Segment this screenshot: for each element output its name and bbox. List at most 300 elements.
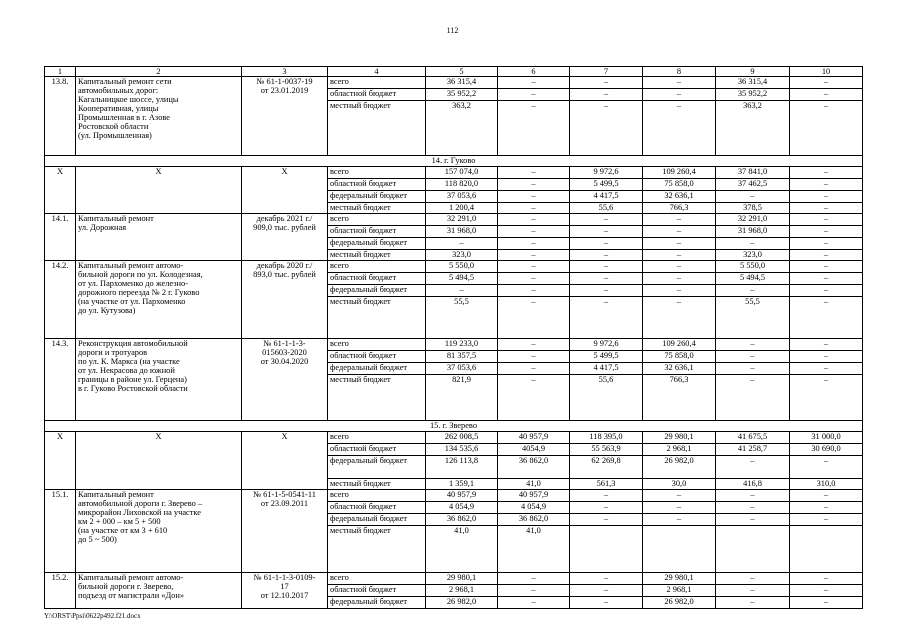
amount-cell: – <box>716 339 790 351</box>
amount-cell: – <box>790 375 863 421</box>
amount-cell: – <box>716 585 790 597</box>
amount-cell: 36 315,4 <box>426 77 498 89</box>
amount-cell: – <box>716 351 790 363</box>
amount-cell: 35 952,2 <box>716 89 790 101</box>
amount-cell: 118 820,0 <box>426 179 498 191</box>
object-name <box>76 261 242 339</box>
object-name-line: Кагальницкое шоссе, улицы <box>78 95 179 104</box>
funding-source: местный бюджет <box>328 526 426 573</box>
amount-cell: 5 499,5 <box>570 179 643 191</box>
column-header: 2 <box>76 67 242 77</box>
amount-cell: – <box>643 285 716 297</box>
amount-cell: 36 315,4 <box>716 77 790 89</box>
table-row <box>45 573 863 585</box>
amount-cell: 36 862,0 <box>426 514 498 526</box>
amount-cell: 109 260,4 <box>643 339 716 351</box>
funding-source: областной бюджет <box>328 226 426 238</box>
amount-cell: – <box>570 238 643 250</box>
amount-cell: 1 200,4 <box>426 203 498 214</box>
amount-cell: 62 269,8 <box>570 456 643 479</box>
amount-cell: 41,0 <box>498 526 570 573</box>
amount-cell: – <box>498 179 570 191</box>
amount-cell: – <box>790 339 863 351</box>
document-ref <box>242 573 328 609</box>
funding-source: областной бюджет <box>328 89 426 101</box>
funding-source: всего <box>328 573 426 585</box>
document-ref-line: от 12.10.2017 <box>260 591 309 600</box>
table-row <box>45 490 863 502</box>
object-name-line: км 2 + 000 – км 5 + 500 <box>78 517 161 526</box>
amount-cell: – <box>716 363 790 375</box>
amount-cell: 766,3 <box>643 375 716 421</box>
funding-source: всего <box>328 261 426 273</box>
funding-source: местный бюджет <box>328 203 426 214</box>
table-row <box>45 77 863 89</box>
object-name-line: Реконструкция автомобильной <box>78 339 188 348</box>
amount-cell: – <box>426 238 498 250</box>
amount-cell: – <box>643 514 716 526</box>
object-name-line: бильной дороги по ул. Колодезная, <box>78 270 203 279</box>
object-name-line: микрорайон Лиховской на участке <box>78 508 201 517</box>
amount-cell: – <box>570 514 643 526</box>
document-ref-line: 17 <box>280 582 289 591</box>
amount-cell: – <box>498 167 570 179</box>
column-header: 1 <box>45 67 76 77</box>
row-number: 14.2. <box>45 261 76 339</box>
table-row <box>45 167 863 179</box>
amount-cell: – <box>643 101 716 156</box>
amount-cell: – <box>790 167 863 179</box>
document-ref-line: № 61-1-5-0541-11 <box>253 490 316 499</box>
funding-source: всего <box>328 490 426 502</box>
amount-cell: – <box>790 456 863 479</box>
object-name-line: по ул. К. Маркса (на участке <box>78 357 180 366</box>
document-ref <box>242 339 328 421</box>
amount-cell: – <box>498 191 570 203</box>
amount-cell: – <box>643 273 716 285</box>
amount-cell: 310,0 <box>790 479 863 490</box>
object-name-line: от ул. Пархоменко до железно- <box>78 279 188 288</box>
amount-cell: – <box>643 250 716 261</box>
amount-cell: – <box>790 101 863 156</box>
amount-cell: 5 494,5 <box>426 273 498 285</box>
amount-cell: – <box>790 89 863 101</box>
amount-cell <box>643 526 716 573</box>
amount-cell: – <box>498 363 570 375</box>
amount-cell: 5 494,5 <box>716 273 790 285</box>
row-number: 13.8. <box>45 77 76 156</box>
amount-cell: 416,8 <box>716 479 790 490</box>
amount-cell: 5 499,5 <box>570 351 643 363</box>
column-header: 5 <box>426 67 498 77</box>
amount-cell: 36 862,0 <box>498 514 570 526</box>
row-number: 15.1. <box>45 490 76 573</box>
section-heading-row <box>45 156 863 167</box>
amount-cell: 75 858,0 <box>643 351 716 363</box>
amount-cell: – <box>570 77 643 89</box>
amount-cell: – <box>790 297 863 339</box>
amount-cell: – <box>790 490 863 502</box>
amount-cell: – <box>570 597 643 609</box>
amount-cell: – <box>790 226 863 238</box>
column-header: 6 <box>498 67 570 77</box>
amount-cell: – <box>570 490 643 502</box>
amount-cell: – <box>570 502 643 514</box>
amount-cell: 157 074,0 <box>426 167 498 179</box>
funding-source: местный бюджет <box>328 297 426 339</box>
document-ref-line: от 23.01.2019 <box>260 86 309 95</box>
amount-cell: – <box>643 214 716 226</box>
amount-cell: – <box>790 285 863 297</box>
amount-cell: – <box>790 502 863 514</box>
amount-cell: 41 675,5 <box>716 432 790 444</box>
document-ref-line: 015603-2020 <box>262 348 307 357</box>
amount-cell: 2 968,1 <box>643 585 716 597</box>
funding-source: всего <box>328 77 426 89</box>
amount-cell: – <box>716 597 790 609</box>
object-name-line: границы в районе ул. Герцена) <box>78 375 187 384</box>
document-ref-line: 893,0 тыс. рублей <box>253 270 316 279</box>
column-header-row <box>45 67 863 77</box>
amount-cell <box>716 526 790 573</box>
funding-source: всего <box>328 214 426 226</box>
amount-cell: 821,9 <box>426 375 498 421</box>
amount-cell: – <box>498 250 570 261</box>
amount-cell: 378,5 <box>716 203 790 214</box>
amount-cell: 36 862,0 <box>498 456 570 479</box>
amount-cell: 26 982,0 <box>643 597 716 609</box>
amount-cell: 4054,9 <box>498 444 570 456</box>
amount-cell: – <box>790 585 863 597</box>
amount-cell: – <box>570 250 643 261</box>
amount-cell: 363,2 <box>716 101 790 156</box>
object-name <box>76 573 242 609</box>
section-heading-row <box>45 421 863 432</box>
page-number: 112 <box>446 26 459 35</box>
amount-cell: – <box>716 502 790 514</box>
amount-cell: – <box>570 273 643 285</box>
column-header: 8 <box>643 67 716 77</box>
funding-source: всего <box>328 339 426 351</box>
amount-cell: – <box>643 502 716 514</box>
amount-cell: 30 690,0 <box>790 444 863 456</box>
amount-cell: – <box>790 238 863 250</box>
amount-cell: – <box>716 375 790 421</box>
section-heading: 15. г. Зверево <box>45 421 863 432</box>
object-name <box>76 339 242 421</box>
object-name-line: дороги и тротуаров <box>78 348 148 357</box>
amount-cell: 55 563,9 <box>570 444 643 456</box>
amount-cell: 32 291,0 <box>426 214 498 226</box>
object-name-line: Капитальный ремонт автомо- <box>78 261 184 270</box>
object-name-line: от ул. Некрасова до южной <box>78 366 175 375</box>
object-name-line: (на участке от км 3 + 610 <box>78 526 168 535</box>
amount-cell: – <box>570 585 643 597</box>
amount-cell: 55,6 <box>570 375 643 421</box>
object-name-line: бильной дороги г. Зверево, <box>78 582 174 591</box>
object-name-line: Кооперативная, улицы <box>78 104 159 113</box>
amount-cell: – <box>790 77 863 89</box>
column-header: 3 <box>242 67 328 77</box>
amount-cell: – <box>643 89 716 101</box>
section-heading: 14. г. Гуково <box>45 156 863 167</box>
amount-cell: – <box>426 285 498 297</box>
amount-cell: – <box>498 585 570 597</box>
amount-cell: – <box>716 490 790 502</box>
column-header: 4 <box>328 67 426 77</box>
row-number: 15.2. <box>45 573 76 609</box>
amount-cell: 4 417,5 <box>570 191 643 203</box>
amount-cell: – <box>498 339 570 351</box>
amount-cell: – <box>716 238 790 250</box>
amount-cell: 40 957,9 <box>498 490 570 502</box>
amount-cell: 31 968,0 <box>426 226 498 238</box>
amount-cell: 41,0 <box>498 479 570 490</box>
object-name-line: Капитальный ремонт автомо- <box>78 573 184 582</box>
amount-cell: 29 980,1 <box>426 573 498 585</box>
table-row <box>45 261 863 273</box>
amount-cell: 26 982,0 <box>643 456 716 479</box>
amount-cell: – <box>643 226 716 238</box>
amount-cell: 5 550,0 <box>426 261 498 273</box>
amount-cell: 37 841,0 <box>716 167 790 179</box>
object-name-line: ул. Дорожная <box>78 223 127 232</box>
amount-cell: 32 636,1 <box>643 191 716 203</box>
object-name-line: Ростовской области <box>78 122 149 131</box>
amount-cell: – <box>498 297 570 339</box>
row-number: 14.1. <box>45 214 76 261</box>
amount-cell: – <box>570 297 643 339</box>
amount-cell: 37 053,6 <box>426 363 498 375</box>
amount-cell: – <box>790 203 863 214</box>
row-number: 14.3. <box>45 339 76 421</box>
amount-cell: – <box>790 214 863 226</box>
funding-source: федеральный бюджет <box>328 191 426 203</box>
amount-cell: 323,0 <box>716 250 790 261</box>
funding-source: федеральный бюджет <box>328 238 426 250</box>
amount-cell: 9 972,6 <box>570 167 643 179</box>
amount-cell: – <box>790 261 863 273</box>
object-name-line: дорожного переезда № 2 г. Гуково <box>78 288 200 297</box>
funding-source: областной бюджет <box>328 585 426 597</box>
amount-cell: 31 968,0 <box>716 226 790 238</box>
table-row <box>45 214 863 226</box>
amount-cell: 32 636,1 <box>643 363 716 375</box>
funding-source: областной бюджет <box>328 351 426 363</box>
amount-cell: – <box>570 89 643 101</box>
amount-cell: – <box>498 238 570 250</box>
document-ref-line: от 30.04.2020 <box>260 357 309 366</box>
amount-cell: – <box>643 297 716 339</box>
document-ref-line: декабрь 2021 г./ <box>256 214 313 223</box>
amount-cell: – <box>790 514 863 526</box>
table-row <box>45 339 863 351</box>
amount-cell: 109 260,4 <box>643 167 716 179</box>
amount-cell: 766,3 <box>643 203 716 214</box>
document-ref: Х <box>242 167 328 214</box>
object-name-line: до ул. Кутузова) <box>78 306 136 315</box>
amount-cell: – <box>570 226 643 238</box>
document-ref <box>242 214 328 261</box>
amount-cell: 29 980,1 <box>643 573 716 585</box>
amount-cell: – <box>498 203 570 214</box>
amount-cell: – <box>498 89 570 101</box>
object-name <box>76 77 242 156</box>
amount-cell: 81 357,5 <box>426 351 498 363</box>
amount-cell: 262 008,5 <box>426 432 498 444</box>
amount-cell: 4 054,9 <box>498 502 570 514</box>
row-number: Х <box>45 432 76 490</box>
amount-cell: 55,6 <box>570 203 643 214</box>
amount-cell: 32 291,0 <box>716 214 790 226</box>
document-ref <box>242 77 328 156</box>
amount-cell: – <box>498 226 570 238</box>
document-ref-line: 909,0 тыс. рублей <box>253 223 316 232</box>
amount-cell <box>570 526 643 573</box>
amount-cell: 29 980,1 <box>643 432 716 444</box>
amount-cell: 126 113,8 <box>426 456 498 479</box>
amount-cell: – <box>570 573 643 585</box>
funding-source: всего <box>328 167 426 179</box>
amount-cell: – <box>498 261 570 273</box>
amount-cell: – <box>498 101 570 156</box>
amount-cell: – <box>570 285 643 297</box>
amount-cell: 2 968,1 <box>643 444 716 456</box>
object-name-line: Промышленная в г. Азове <box>78 113 171 122</box>
amount-cell: 363,2 <box>426 101 498 156</box>
funding-source: областной бюджет <box>328 444 426 456</box>
amount-cell: – <box>790 191 863 203</box>
amount-cell: 40 957,9 <box>426 490 498 502</box>
object-name-line: Капитальный ремонт сети <box>78 77 172 86</box>
funding-source: местный бюджет <box>328 479 426 490</box>
amount-cell: – <box>790 273 863 285</box>
table-row <box>45 432 863 444</box>
amount-cell: 40 957,9 <box>498 432 570 444</box>
object-name-line: в г. Гуково Ростовской области <box>78 384 188 393</box>
document-ref-line: декабрь 2020 г./ <box>256 261 313 270</box>
funding-source: федеральный бюджет <box>328 285 426 297</box>
amount-cell: 31 000,0 <box>790 432 863 444</box>
funding-source: местный бюджет <box>328 101 426 156</box>
amount-cell: – <box>498 214 570 226</box>
amount-cell: – <box>570 101 643 156</box>
amount-cell: 2 968,1 <box>426 585 498 597</box>
object-name <box>76 214 242 261</box>
object-name: Х <box>76 432 242 490</box>
amount-cell: 35 952,2 <box>426 89 498 101</box>
amount-cell: 323,0 <box>426 250 498 261</box>
object-name: Х <box>76 167 242 214</box>
amount-cell: 1 359,1 <box>426 479 498 490</box>
amount-cell: 55,5 <box>716 297 790 339</box>
amount-cell: – <box>790 597 863 609</box>
amount-cell: – <box>790 179 863 191</box>
document-ref <box>242 261 328 339</box>
amount-cell: 30,0 <box>643 479 716 490</box>
funding-source: федеральный бюджет <box>328 456 426 479</box>
amount-cell: 4 417,5 <box>570 363 643 375</box>
amount-cell: – <box>643 261 716 273</box>
amount-cell: – <box>643 77 716 89</box>
amount-cell: – <box>716 514 790 526</box>
amount-cell: – <box>716 191 790 203</box>
object-name <box>76 490 242 573</box>
document-ref <box>242 490 328 573</box>
funding-source: областной бюджет <box>328 502 426 514</box>
amount-cell: – <box>790 351 863 363</box>
amount-cell: – <box>498 273 570 285</box>
amount-cell: – <box>498 285 570 297</box>
object-name-line: Капитальный ремонт <box>78 214 154 223</box>
amount-cell: – <box>570 214 643 226</box>
column-header: 9 <box>716 67 790 77</box>
amount-cell: – <box>716 573 790 585</box>
funding-source: всего <box>328 432 426 444</box>
amount-cell: 118 395,0 <box>570 432 643 444</box>
funding-source: федеральный бюджет <box>328 597 426 609</box>
funding-source: областной бюджет <box>328 273 426 285</box>
amount-cell: 75 858,0 <box>643 179 716 191</box>
amount-cell: – <box>498 597 570 609</box>
amount-cell: – <box>643 490 716 502</box>
row-number: Х <box>45 167 76 214</box>
amount-cell: 561,3 <box>570 479 643 490</box>
amount-cell: – <box>498 573 570 585</box>
document-ref-line: № 61-1-0037-19 <box>256 77 313 86</box>
amount-cell: 41 258,7 <box>716 444 790 456</box>
amount-cell: – <box>716 456 790 479</box>
amount-cell: – <box>790 250 863 261</box>
amount-cell: – <box>790 363 863 375</box>
amount-cell <box>790 526 863 573</box>
amount-cell: – <box>790 573 863 585</box>
amount-cell: 4 054,9 <box>426 502 498 514</box>
object-name-line: автомобильных дорог: <box>78 86 159 95</box>
amount-cell: – <box>498 351 570 363</box>
budget-table <box>44 66 863 609</box>
amount-cell: 119 233,0 <box>426 339 498 351</box>
amount-cell: 5 550,0 <box>716 261 790 273</box>
amount-cell: – <box>716 285 790 297</box>
column-header: 7 <box>570 67 643 77</box>
funding-source: местный бюджет <box>328 250 426 261</box>
document-ref-line: № 61-1-1-3- <box>263 339 306 348</box>
amount-cell: 37 053,6 <box>426 191 498 203</box>
amount-cell: – <box>570 261 643 273</box>
object-name-line: (на участке от ул. Пархоменко <box>78 297 186 306</box>
amount-cell: 37 462,5 <box>716 179 790 191</box>
object-name-line: подъезд от магистрали «Дон» <box>78 591 185 600</box>
object-name-line: Капитальный ремонт <box>78 490 154 499</box>
document-ref: Х <box>242 432 328 490</box>
object-name-line: до 5 ~ 500) <box>78 535 117 544</box>
amount-cell: 41,0 <box>426 526 498 573</box>
column-header: 10 <box>790 67 863 77</box>
object-name-line: автомобильной дороги г. Зверево – <box>78 499 203 508</box>
footer-file-path: Y:\ORST\Ppsi\0622p492.f21.docx <box>44 612 141 620</box>
object-name-line: (ул. Промышленная) <box>78 131 152 140</box>
funding-source: областной бюджет <box>328 179 426 191</box>
funding-source: местный бюджет <box>328 375 426 421</box>
amount-cell: 9 972,6 <box>570 339 643 351</box>
funding-source: федеральный бюджет <box>328 363 426 375</box>
amount-cell: – <box>498 77 570 89</box>
funding-source: федеральный бюджет <box>328 514 426 526</box>
amount-cell: 55,5 <box>426 297 498 339</box>
document-ref-line: от 23.09.2011 <box>260 499 309 508</box>
amount-cell: 134 535,6 <box>426 444 498 456</box>
